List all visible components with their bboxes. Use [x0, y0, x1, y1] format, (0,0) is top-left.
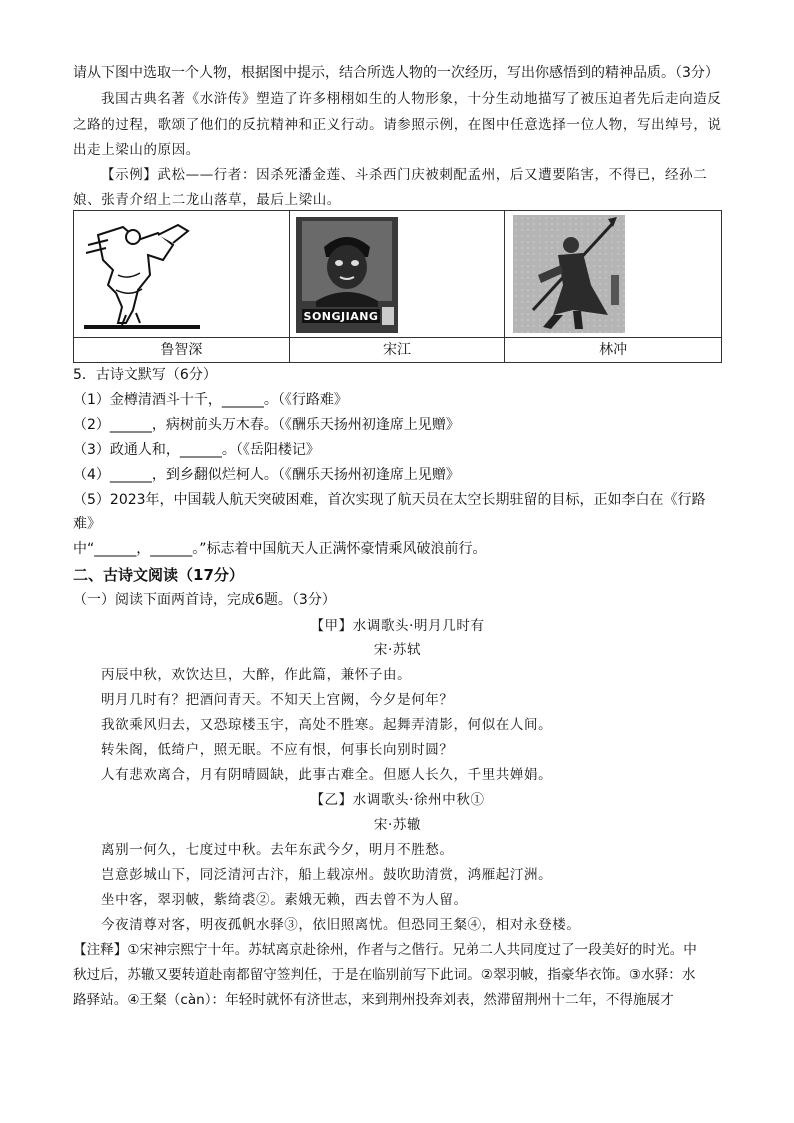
- section-subtitle: （一）阅读下面两首诗，完成6题。（3分）: [73, 592, 336, 608]
- q5-item: 中“______，______。”标志着中国航天人正满怀豪情乘风破浪前行。: [73, 541, 487, 557]
- poem-b-line: 坐中客，翠羽帔，紫绮裘②。素娥无赖，西去曾不为人留。: [101, 892, 468, 908]
- q4-intro-line: 之路的过程，歌颂了他们的反抗精神和正义行动。请参照示例，在图中任意选择一位人物，写出绰号，说: [73, 117, 722, 133]
- figure-caption: 林冲: [505, 338, 722, 363]
- monk-warrior-figure-icon: [78, 215, 202, 333]
- q5-item: 难》: [73, 516, 101, 532]
- figure-caption: 宋江: [289, 338, 505, 363]
- poem-a-line: 转朱阁，低绮户，照无眠。不应有恨，何事长向别时圆？: [101, 742, 454, 758]
- poem-b-line: 岂意彭城山下，同泛清河古汴，船上载凉州。鼓吹助清赏，鸿雁起汀洲。: [101, 867, 553, 883]
- poem-b-line: 今夜清尊对客，明夜孤帆水驿③，依旧照离忧。但恐同王粲④，相对永登楼。: [101, 917, 581, 933]
- songjiang-portrait-icon: [296, 217, 398, 333]
- q4-example-line: 娘、张青介绍上二龙山落草，最后上梁山。: [73, 192, 341, 208]
- q4-intro-line: 出走上梁山的原因。: [73, 142, 200, 158]
- poem-b-line: 离别一何久，七度过中秋。去年东武今夕，明月不胜愁。: [101, 842, 454, 858]
- figure-cell-linchong: [505, 211, 722, 338]
- q5-item: （3）政通人和，______。（《岳阳楼记》: [73, 442, 320, 458]
- poem-a-line: 丙辰中秋，欢饮达旦，大醉，作此篇，兼怀子由。: [101, 667, 412, 683]
- notes-line: 秋过后，苏辙又要转道赴南都留守签判任，于是在临别前写下此词。②翠羽帔，指豪华衣饰。③水驿：水: [73, 967, 696, 983]
- figure-table: [73, 210, 722, 363]
- q4-prompt: 请从下图中选取一个人物，根据图中提示，结合所选人物的一次经历，写出你感悟到的精神品质。（3分）: [73, 65, 719, 81]
- poem-a-line: 人有悲欢离合，月有阴晴圆缺，此事古难全。但愿人长久，千里共婵娟。: [101, 767, 553, 783]
- q5-item: （2）______，病树前头万木春。（《酬乐天扬州初逢席上见赠》: [73, 417, 460, 433]
- notes-line: 【注释】①宋神宗熙宁十年。苏轼离京赴徐州，作者与之偕行。兄弟二人共同度过了一段美好的时光。中: [73, 942, 697, 958]
- poem-a-line: 我欲乘风归去，又恐琼楼玉宇，高处不胜寒。起舞弄清影，何似在人间。: [101, 717, 553, 733]
- figure-cell-songjiang: [289, 211, 505, 338]
- section-title: 二、古诗文阅读（17分）: [73, 566, 244, 584]
- q4-intro-line: 我国古典名著《水浒传》塑造了许多栩栩如生的人物形象，十分生动地描写了被压迫者先后走向造反: [101, 91, 722, 107]
- q5-item: （1）金樽清酒斗十千，______。（《行路难》: [73, 392, 348, 408]
- poem-b-title: 【乙】水调歌头·徐州中秋①: [310, 792, 485, 808]
- poem-a-title: 【甲】水调歌头·明月几时有: [310, 618, 485, 634]
- notes-line: 路驿站。④王粲（càn）：年轻时就怀有济世志，来到荆州投奔刘表，然滞留荆州十二年，不得施展才: [73, 992, 674, 1008]
- songjiang-stamp: SONGJIANG: [303, 310, 379, 323]
- poem-a-line: 明月几时有？把酒问青天。不知天上宫阙，今夕是何年？: [101, 692, 454, 708]
- q5-item: （5）2023年，中国载人航天突破困难，首次实现了航天员在太空长期驻留的目标，正如李白在《行路: [73, 492, 706, 508]
- q5-title: 5．古诗文默写（6分）: [73, 367, 217, 383]
- figure-cell-luzhishen: [74, 211, 290, 338]
- q4-example-line: 【示例】武松——行者：因杀死潘金莲、斗杀西门庆被刺配孟州，后又遭要陷害，不得已，经孙二: [101, 167, 708, 183]
- figure-caption: 鲁智深: [74, 338, 290, 363]
- poem-a-author: 宋·苏轼: [373, 642, 422, 658]
- poem-b-author: 宋·苏辙: [373, 817, 422, 833]
- spear-warrior-figure-icon: [513, 215, 625, 333]
- q5-item: （4）______，到乡翻似烂柯人。（《酬乐天扬州初逢席上见赠》: [73, 467, 460, 483]
